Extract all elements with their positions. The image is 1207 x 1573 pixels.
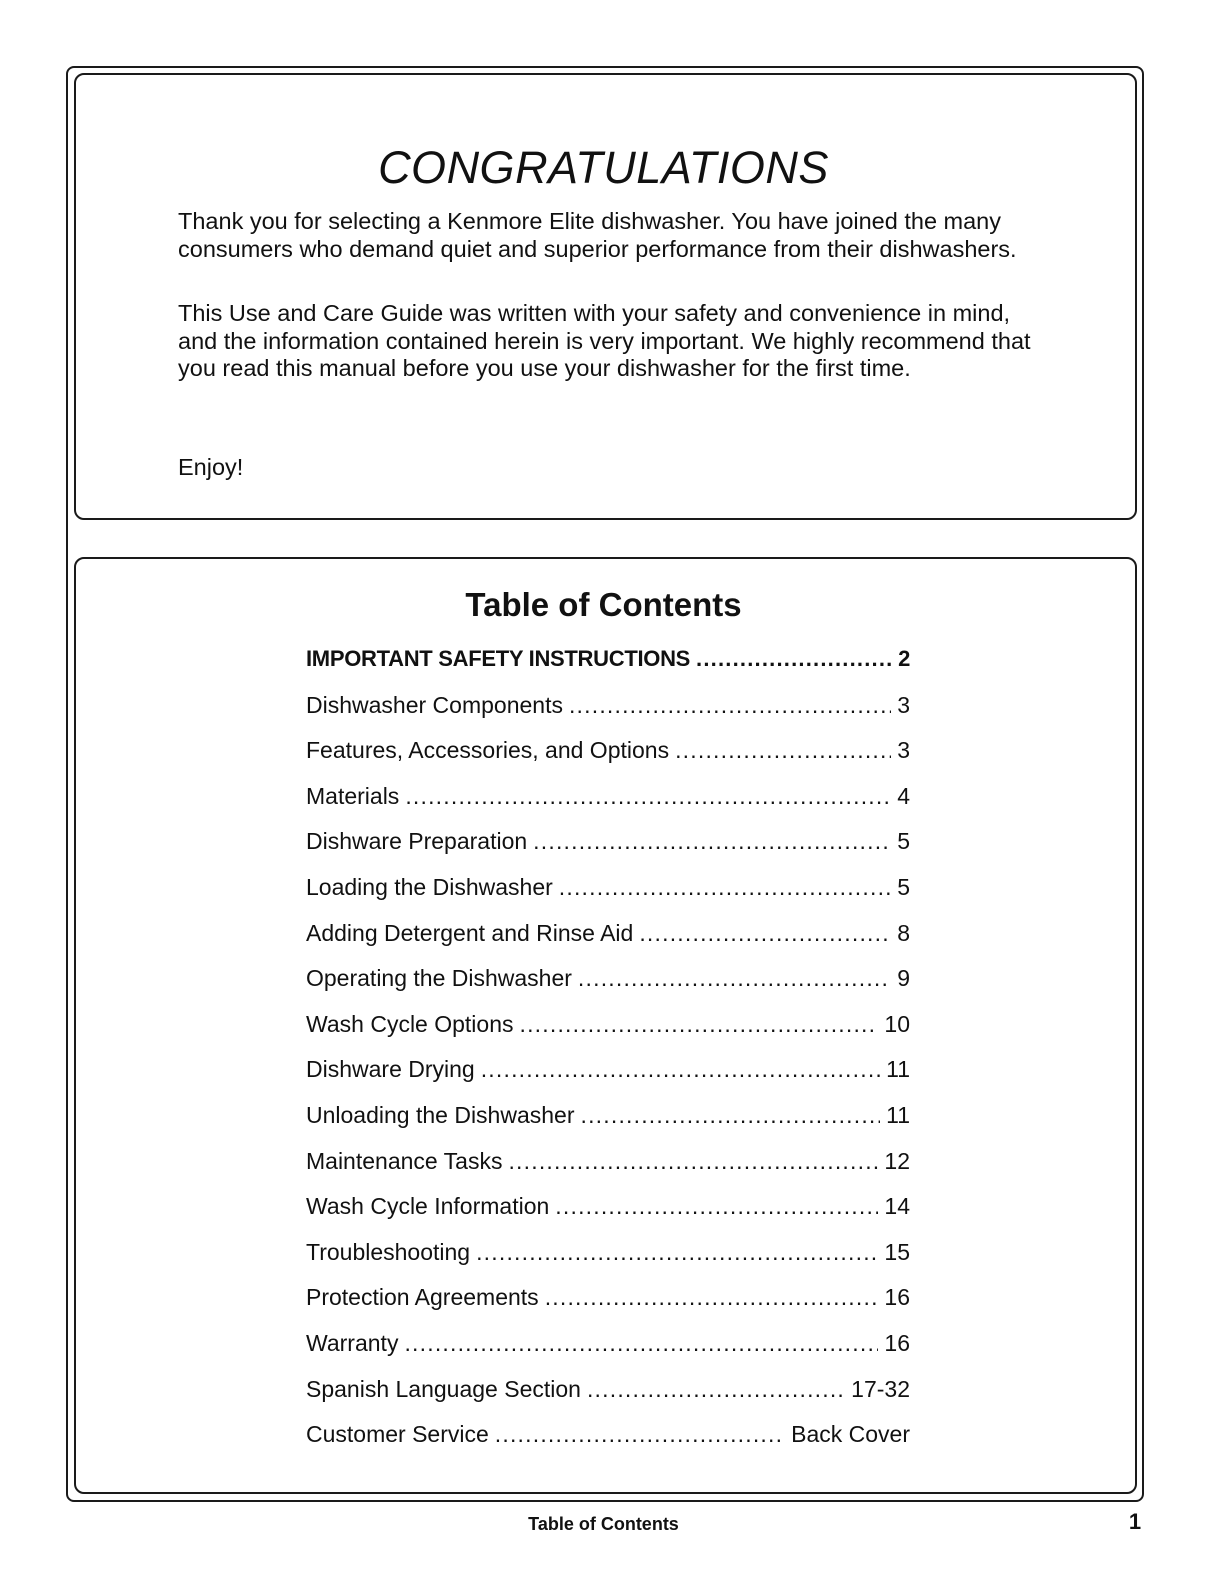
- toc-entry-label: Operating the Dishwasher: [306, 965, 572, 992]
- toc-entry-label: Unloading the Dishwasher: [306, 1101, 575, 1128]
- toc-entry[interactable]: [306, 1142, 910, 1188]
- toc-entry-page: 3: [897, 691, 910, 718]
- toc-entry-label: Spanish Language Section: [306, 1375, 581, 1402]
- toc-entry[interactable]: [306, 1187, 910, 1233]
- congratulations-closing: Enjoy!: [178, 454, 244, 480]
- congratulations-paragraph-1: Thank you for selecting a Kenmore Elite dishwasher. You have joined the many consumers who demand quiet and superior performance from their dishwashers.: [178, 208, 1017, 262]
- congratulations-title: CONGRATULATIONS: [378, 142, 829, 193]
- toc-dot-leader: [696, 640, 892, 678]
- toc-entry-page: 5: [897, 828, 910, 855]
- toc-entry-label: Materials: [306, 782, 400, 809]
- toc-dot-leader: [569, 686, 891, 724]
- toc-entry-page: 2: [898, 646, 910, 671]
- toc-title: Table of Contents: [465, 586, 742, 623]
- toc-entry-page: 14: [884, 1193, 910, 1220]
- toc-dot-leader: [481, 1050, 880, 1088]
- toc-entry-page: Back Cover: [791, 1421, 910, 1448]
- toc-entry-label: Troubleshooting: [306, 1238, 471, 1265]
- toc-entry[interactable]: [306, 1324, 910, 1370]
- toc-dot-leader: [581, 1096, 881, 1134]
- toc-entry-page: 16: [884, 1284, 910, 1311]
- toc-entry-label: Dishware Drying: [306, 1056, 475, 1083]
- toc-entry[interactable]: [306, 1415, 910, 1461]
- toc-dot-leader: [639, 914, 891, 952]
- toc-dot-leader: [555, 1187, 878, 1225]
- toc-dot-leader: [508, 1142, 878, 1180]
- page-number: 1: [1128, 1509, 1142, 1534]
- toc-dot-leader: [405, 777, 891, 815]
- toc-dot-leader: [404, 1324, 878, 1362]
- toc-dot-leader: [559, 868, 891, 906]
- toc-entry-label: IMPORTANT SAFETY INSTRUCTIONS: [306, 646, 691, 671]
- toc-entry-page: 3: [897, 737, 910, 764]
- toc-entry-label: Adding Detergent and Rinse Aid: [306, 919, 634, 946]
- toc-entry-page: 8: [897, 919, 910, 946]
- toc-entry[interactable]: [306, 1370, 910, 1416]
- toc-entry[interactable]: [306, 640, 910, 686]
- congratulations-paragraph-2: This Use and Care Guide was written with your safety and convenience in mind, and the information contained herein is very important. We highly recommend that you read this manual before you use your dishwasher for the first time.: [178, 300, 1031, 381]
- toc-entry-page: 17-32: [851, 1375, 910, 1402]
- toc-entry[interactable]: [306, 1233, 910, 1279]
- toc-entry-label: Customer Service: [306, 1421, 489, 1448]
- toc-entry[interactable]: [306, 731, 910, 777]
- toc-dot-leader: [578, 959, 891, 997]
- toc-dot-leader: [520, 1005, 879, 1043]
- toc-dot-leader: [587, 1370, 845, 1408]
- toc-entry-page: 11: [886, 1056, 910, 1083]
- toc-entry-page: 16: [884, 1329, 910, 1356]
- toc-dot-leader: [533, 822, 891, 860]
- toc-entry[interactable]: [306, 686, 910, 732]
- toc-entry-label: Loading the Dishwasher: [306, 873, 553, 900]
- toc-entry-label: Dishware Preparation: [306, 828, 528, 855]
- toc-entry[interactable]: [306, 868, 910, 914]
- toc-entry[interactable]: [306, 959, 910, 1005]
- toc-entry-label: Wash Cycle Information: [306, 1193, 550, 1220]
- toc-dot-leader: [476, 1233, 878, 1271]
- toc-entry-label: Dishwasher Components: [306, 691, 563, 718]
- toc-entry-label: Maintenance Tasks: [306, 1147, 503, 1174]
- toc-entry[interactable]: [306, 822, 910, 868]
- toc-entry-label: Features, Accessories, and Options: [306, 737, 670, 764]
- toc-entry[interactable]: [306, 777, 910, 823]
- toc-list: [306, 640, 910, 1461]
- toc-entry-page: 15: [884, 1238, 910, 1265]
- toc-entry[interactable]: [306, 1096, 910, 1142]
- toc-entry-label: Warranty: [306, 1329, 399, 1356]
- toc-entry-page: 11: [886, 1101, 910, 1128]
- toc-entry[interactable]: [306, 1005, 910, 1051]
- toc-entry[interactable]: [306, 1278, 910, 1324]
- toc-dot-leader: [495, 1415, 785, 1453]
- toc-entry-page: 5: [897, 873, 910, 900]
- footer-section-label: Table of Contents: [528, 1514, 679, 1534]
- toc-entry-label: Wash Cycle Options: [306, 1010, 514, 1037]
- toc-entry[interactable]: [306, 914, 910, 960]
- toc-entry[interactable]: [306, 1050, 910, 1096]
- toc-entry-page: 9: [897, 965, 910, 992]
- toc-dot-leader: [545, 1278, 879, 1316]
- toc-entry-page: 10: [884, 1010, 910, 1037]
- toc-entry-page: 12: [884, 1147, 910, 1174]
- toc-entry-label: Protection Agreements: [306, 1284, 539, 1311]
- toc-dot-leader: [675, 731, 891, 769]
- toc-entry-page: 4: [897, 782, 910, 809]
